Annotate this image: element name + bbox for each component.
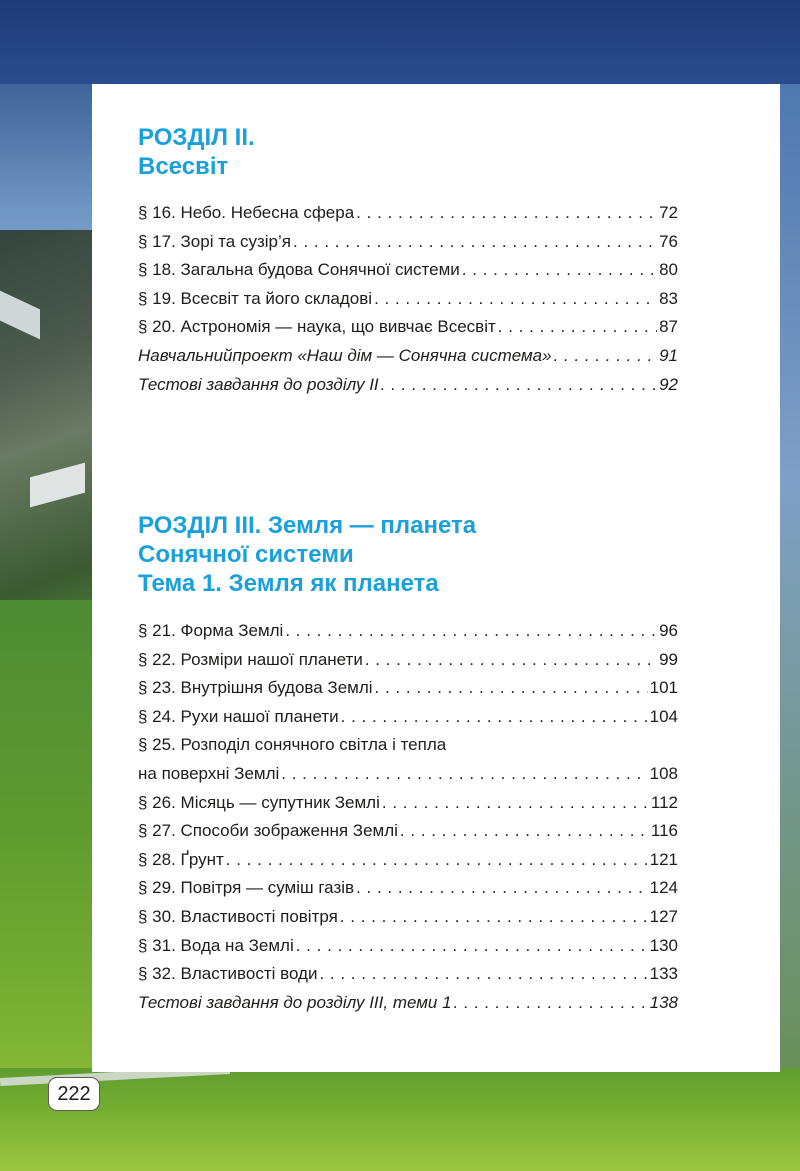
toc-entry-page: 121 [649,849,678,869]
toc-entry-title: § 25. Розподіл сонячного світла і тепла [138,735,447,755]
toc-entry-page: 83 [659,288,678,308]
toc-leader-dots [375,674,648,703]
toc-entry-title: § 27. Способи зображення Землі [138,821,398,841]
toc-entry-page: 87 [659,317,678,337]
toc-leader-dots [381,371,657,400]
toc-entry[interactable] [138,789,678,818]
toc-entry-page: 99 [659,649,678,669]
section-3-heading-line1: РОЗДІЛ III. Земля — планета [138,512,477,539]
toc-entry-page: 127 [649,906,678,926]
toc-leader-dots [293,228,657,257]
section-2-heading-line1: РОЗДІЛ II. [138,124,255,151]
toc-leader-dots [281,760,647,789]
toc-leader-dots [374,285,657,314]
page-number: 222 [48,1077,100,1111]
toc-leader-dots [356,199,657,228]
toc-entry-title: § 31. Вода на Землі [138,935,294,955]
toc-entry[interactable] [138,342,678,371]
toc-leader-dots [498,313,657,342]
toc-entry[interactable] [138,817,678,846]
toc-leader-dots [285,617,657,646]
toc-leader-dots [319,960,647,989]
toc-entry-title: Тестові завдання до розділу III, теми 1 [138,992,452,1012]
toc-entry-title: § 28. Ґрунт [138,849,224,869]
toc-entry[interactable] [138,960,678,989]
toc-entry-title: § 21. Форма Землі [138,621,284,640]
toc-leader-dots [296,932,648,961]
toc-entry[interactable] [138,228,678,257]
section-3-heading [138,511,678,598]
toc-leader-dots [554,342,658,371]
section-2 [138,123,678,181]
background-sky-band [0,0,800,84]
toc-entry[interactable] [138,731,678,760]
toc-entry-title: § 19. Всесвіт та його складові [138,288,373,308]
toc-entry-page: 116 [650,821,678,841]
toc-entry-page: 133 [649,964,678,984]
toc-entry[interactable] [138,703,678,732]
toc-entry-page: 130 [649,935,678,955]
toc-entry[interactable] [138,371,678,400]
toc-entry-title: § 24. Рухи нашої планети [138,706,339,726]
toc-entry-title: § 17. Зорі та сузір’я [138,231,291,251]
section-2-heading [138,123,678,181]
toc-entry[interactable] [138,846,678,875]
toc-leader-dots [356,874,648,903]
toc-entry[interactable] [138,674,678,703]
toc-leader-dots [340,903,648,932]
toc-entry-page: 101 [649,678,678,698]
toc-entry-page: 108 [649,763,678,783]
toc-entry-page: 72 [659,203,678,222]
toc-entry[interactable] [138,989,678,1018]
toc-entry-page: 91 [659,345,678,365]
toc-entry-page: 80 [659,260,678,280]
toc-leader-dots [226,846,648,875]
section-3-heading-line3: Тема 1. Земля як планета [138,570,439,597]
toc-entry-title: Навчальнийпроект «Наш дім — Сонячна система» [138,345,552,365]
toc-leader-dots [454,989,648,1018]
toc-entry-title: § 22. Розміри нашої планети [138,649,363,669]
toc-entry-page: 138 [649,992,678,1012]
toc-entry[interactable] [138,760,678,789]
toc-leader-dots [382,789,649,818]
section-2-heading-line2: Всесвіт [138,153,229,180]
section-2-toc [138,199,678,399]
toc-entry-title: § 26. Місяць — супутник Землі [138,792,380,812]
toc-entry-title: § 18. Загальна будова Сонячної системи [138,260,460,280]
toc-entry-page: 104 [649,706,678,726]
toc-entry[interactable] [138,874,678,903]
toc-leader-dots [462,256,657,285]
toc-leader-dots [400,817,649,846]
toc-entry[interactable] [138,646,678,675]
toc-entry-title: § 20. Астрономія — наука, що вивчає Всесвіт [138,317,496,337]
toc-entry-title: § 16. Небо. Небесна сфера [138,203,355,222]
toc-entry[interactable] [138,903,678,932]
toc-entry[interactable] [138,285,678,314]
toc-entry-title: § 30. Властивості повітря [138,906,338,926]
toc-entry-page: 124 [649,878,678,898]
toc-entry[interactable] [138,199,678,228]
toc-entry[interactable] [138,256,678,285]
toc-entry-title: § 23. Внутрішня будова Землі [138,678,373,698]
toc-entry-page: 92 [659,374,678,394]
toc-entry[interactable] [138,617,678,646]
section-3 [138,511,678,598]
section-3-toc [138,617,678,1017]
section-3-heading-line2: Сонячної системи [138,541,354,568]
toc-entry-page: 96 [659,621,678,640]
toc-leader-dots [365,646,657,675]
background-right-edge [780,84,800,1074]
toc-entry-title: § 29. Повітря — суміш газів [138,878,355,898]
toc-entry-page: 112 [650,792,678,812]
toc-entry-page: 76 [659,231,678,251]
toc-leader-dots [341,703,648,732]
toc-entry-title: § 32. Властивості води [138,964,318,984]
background-meadow [0,1068,800,1171]
toc-entry[interactable] [138,932,678,961]
toc-entry-title: Тестові завдання до розділу II [138,374,379,394]
toc-entry[interactable] [138,313,678,342]
toc-entry-title: на поверхні Землі [138,763,280,783]
